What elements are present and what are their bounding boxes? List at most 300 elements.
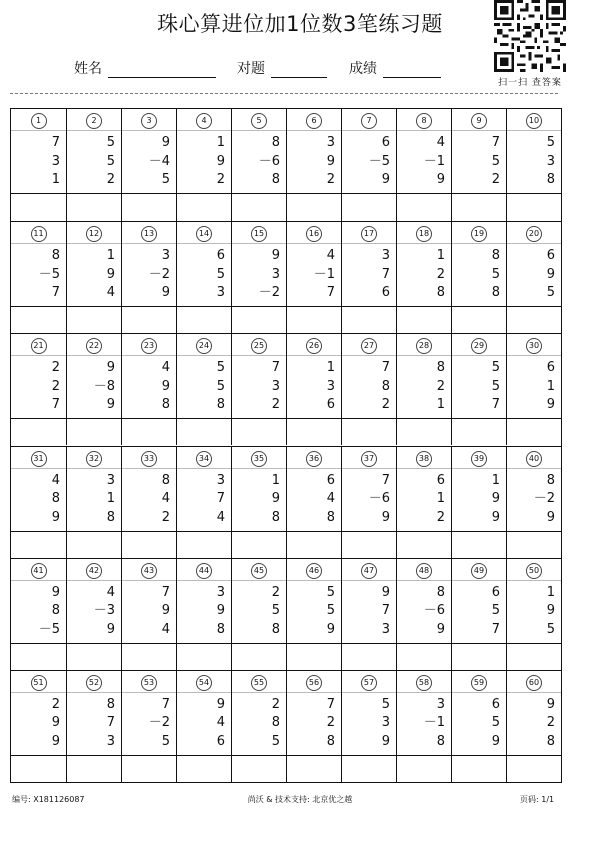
problem-cell [451, 446, 506, 558]
problem-number: 2 [86, 113, 102, 129]
problem-header-divider [177, 130, 231, 131]
problem-header-divider [11, 243, 66, 244]
answer-box[interactable] [11, 643, 66, 670]
problem-operands [492, 134, 500, 190]
problem-header-divider [507, 580, 561, 581]
problem-operands [437, 472, 445, 528]
operand: 2 [381, 397, 390, 413]
problem-cell [341, 670, 396, 782]
problem-cell [506, 670, 561, 782]
problem-number: 46 [306, 563, 322, 579]
problem-cell [506, 221, 561, 333]
problem-cell [176, 109, 231, 221]
answer-box[interactable] [232, 643, 286, 670]
answer-box[interactable] [507, 643, 561, 670]
operand: 5 [491, 603, 500, 619]
operand: 5 [326, 603, 335, 619]
problem-operands [272, 472, 280, 528]
problem-header-divider [232, 243, 286, 244]
operand: 9 [381, 733, 390, 749]
operand: 6 [326, 472, 335, 488]
problem-header-divider [507, 468, 561, 469]
operand: 6 [326, 397, 335, 413]
operand: 8 [491, 248, 500, 264]
problem-header-divider [342, 130, 396, 131]
name-blank[interactable] [108, 62, 216, 78]
problem-cell [396, 446, 451, 558]
cut-line-divider [10, 93, 558, 94]
operand: 9 [161, 135, 170, 150]
problem-number: 21 [31, 338, 47, 354]
answer-box[interactable] [232, 193, 286, 221]
answer-box[interactable] [177, 193, 231, 221]
problem-operands [107, 134, 115, 190]
operand: 9 [326, 153, 335, 169]
problem-number: 31 [31, 451, 47, 467]
operand: 2 [436, 266, 445, 282]
problem-number: 48 [416, 563, 432, 579]
problem-number: 44 [196, 563, 212, 579]
problem-header-divider [342, 468, 396, 469]
problem-operands [327, 584, 335, 640]
operand: －6 [368, 491, 390, 506]
problem-number: 19 [471, 226, 487, 242]
problem-header-divider [287, 692, 341, 693]
operand: 1 [436, 397, 445, 413]
problem-cell [176, 670, 231, 782]
operand: 8 [436, 285, 445, 301]
operand: 7 [51, 135, 60, 150]
operand: 9 [51, 509, 60, 525]
problem-cell [66, 446, 121, 558]
operand: 1 [106, 491, 115, 506]
operand: 8 [326, 733, 335, 749]
problem-header-divider [452, 692, 506, 693]
answer-box[interactable] [11, 531, 66, 558]
correct-count-blank[interactable] [271, 62, 327, 78]
operand: 7 [161, 584, 170, 600]
answer-box[interactable] [122, 755, 176, 782]
problem-header-divider [397, 468, 451, 469]
problem-operands [369, 472, 390, 528]
operand: 7 [491, 621, 500, 637]
footer-page-number: 页码: 1/1 [520, 795, 555, 804]
problem-header-divider [177, 468, 231, 469]
problem-cell [341, 446, 396, 558]
operand: 7 [161, 696, 170, 712]
operand: －6 [423, 603, 445, 619]
answer-box[interactable] [122, 418, 176, 445]
operand: 9 [51, 733, 60, 749]
problem-header-divider [507, 130, 561, 131]
problem-cell [451, 670, 506, 782]
problem-number: 3 [141, 113, 157, 129]
operand: 8 [546, 472, 555, 488]
answer-box[interactable] [342, 193, 396, 221]
problem-grid [10, 108, 562, 783]
problem-number: 59 [471, 675, 487, 691]
problem-number: 51 [31, 675, 47, 691]
problem-cell [11, 333, 66, 445]
problem-number: 58 [416, 675, 432, 691]
operand: －3 [93, 603, 115, 619]
problem-cell [396, 333, 451, 445]
operand: 9 [381, 584, 390, 600]
problem-header-divider [122, 692, 176, 693]
problem-operands [382, 359, 390, 415]
problem-number: 28 [416, 338, 432, 354]
operand: 7 [381, 360, 390, 376]
problem-header-divider [287, 580, 341, 581]
problem-cell [176, 558, 231, 670]
answer-box[interactable] [287, 643, 341, 670]
answer-box[interactable] [397, 755, 451, 782]
answer-box[interactable] [287, 755, 341, 782]
problem-header-divider [452, 130, 506, 131]
problem-operands [39, 584, 60, 640]
operand: 8 [51, 603, 60, 619]
answer-box[interactable] [11, 193, 66, 221]
answer-box[interactable] [232, 755, 286, 782]
answer-box[interactable] [342, 755, 396, 782]
answer-box[interactable] [452, 418, 506, 445]
problem-number: 49 [471, 563, 487, 579]
problem-cell [396, 221, 451, 333]
operand: 4 [161, 360, 170, 376]
problem-number: 20 [526, 226, 542, 242]
operand: 5 [491, 715, 500, 731]
score-blank[interactable] [383, 62, 441, 78]
operand: 7 [271, 360, 280, 376]
operand: 9 [161, 378, 170, 394]
problem-number: 9 [471, 113, 487, 129]
problem-operands [327, 696, 335, 752]
answer-box[interactable] [287, 306, 341, 333]
answer-box[interactable] [11, 755, 66, 782]
answer-box[interactable] [342, 418, 396, 445]
operand: 5 [106, 153, 115, 169]
problem-cell [396, 670, 451, 782]
problem-operands [492, 472, 500, 528]
problem-header-divider [342, 355, 396, 356]
operand: 9 [106, 397, 115, 413]
operand: 9 [106, 360, 115, 376]
operand: 5 [491, 378, 500, 394]
operand: 3 [106, 733, 115, 749]
operand: 9 [546, 603, 555, 619]
problem-operands [492, 247, 500, 303]
problem-header-divider [232, 468, 286, 469]
footer-support: 尚沃 & 技术支持: 北京优之越 [247, 795, 353, 804]
problem-cell [11, 109, 66, 221]
answer-box[interactable] [177, 755, 231, 782]
operand: 3 [381, 248, 390, 264]
problem-operands [437, 359, 445, 415]
answer-box[interactable] [287, 531, 341, 558]
problem-cell [451, 221, 506, 333]
operand: 1 [271, 472, 280, 488]
operand: 9 [326, 621, 335, 637]
answer-box[interactable] [67, 643, 121, 670]
operand: 3 [51, 153, 60, 169]
operand: 4 [106, 584, 115, 600]
operand: 7 [381, 266, 390, 282]
operand: 1 [216, 135, 225, 150]
answer-box[interactable] [122, 306, 176, 333]
operand: 4 [216, 509, 225, 525]
problem-header-divider [397, 692, 451, 693]
problem-number: 55 [251, 675, 267, 691]
problem-operands [39, 247, 60, 303]
operand: －4 [148, 153, 170, 169]
problem-cell [176, 333, 231, 445]
operand: 8 [546, 733, 555, 749]
answer-box[interactable] [177, 418, 231, 445]
problem-cell [396, 558, 451, 670]
answer-box[interactable] [397, 531, 451, 558]
page-title: 珠心算进位加1位数3笔练习题 [157, 12, 443, 36]
qr-code-icon [494, 0, 566, 72]
problem-cell [286, 109, 341, 221]
problem-operands [52, 472, 60, 528]
operand: 4 [436, 135, 445, 150]
operand: 8 [161, 397, 170, 413]
problem-operands [437, 247, 445, 303]
problem-operands [259, 247, 280, 303]
operand: 1 [326, 360, 335, 376]
problem-number: 53 [141, 675, 157, 691]
problem-cell [231, 670, 286, 782]
operand: 9 [381, 172, 390, 187]
operand: 7 [326, 696, 335, 712]
problem-cell [451, 333, 506, 445]
problem-number: 10 [526, 113, 542, 129]
problem-cell [341, 221, 396, 333]
problem-number: 25 [251, 338, 267, 354]
problem-cell [176, 446, 231, 558]
operand: 9 [436, 172, 445, 187]
answer-box[interactable] [397, 193, 451, 221]
answer-box[interactable] [342, 306, 396, 333]
operand: 3 [216, 472, 225, 488]
problem-header-divider [177, 692, 231, 693]
operand: 9 [271, 248, 280, 264]
problem-cell [11, 670, 66, 782]
problem-operands [52, 359, 60, 415]
answer-box[interactable] [507, 193, 561, 221]
problem-cell [121, 109, 176, 221]
operand: －5 [38, 621, 60, 637]
operand: 5 [216, 378, 225, 394]
answer-box[interactable] [11, 306, 66, 333]
answer-box[interactable] [67, 418, 121, 445]
answer-box[interactable] [452, 755, 506, 782]
problem-header-divider [452, 243, 506, 244]
problem-header-divider [397, 243, 451, 244]
problem-number: 41 [31, 563, 47, 579]
answer-box[interactable] [507, 306, 561, 333]
operand: 7 [491, 135, 500, 150]
answer-box[interactable] [287, 418, 341, 445]
problem-operands [107, 696, 115, 752]
answer-box[interactable] [177, 643, 231, 670]
problem-cell [66, 221, 121, 333]
problem-number: 54 [196, 675, 212, 691]
answer-box[interactable] [232, 306, 286, 333]
operand: 8 [436, 584, 445, 600]
answer-box[interactable] [122, 643, 176, 670]
answer-box[interactable] [507, 755, 561, 782]
problem-operands [107, 472, 115, 528]
answer-box[interactable] [67, 306, 121, 333]
problem-operands [492, 584, 500, 640]
problem-header-divider [287, 468, 341, 469]
problem-header-divider [67, 580, 121, 581]
score-field [349, 58, 441, 78]
operand: 9 [546, 509, 555, 525]
problem-header-divider [177, 355, 231, 356]
problem-number: 15 [251, 226, 267, 242]
operand: 4 [161, 621, 170, 637]
problem-number: 34 [196, 451, 212, 467]
answer-box[interactable] [342, 531, 396, 558]
operand: 8 [381, 378, 390, 394]
operand: 5 [491, 153, 500, 169]
operand: 9 [546, 696, 555, 712]
problem-operands [272, 696, 280, 752]
operand: 3 [271, 266, 280, 282]
operand: 8 [106, 696, 115, 712]
answer-box[interactable] [452, 306, 506, 333]
answer-box[interactable] [11, 418, 66, 445]
answer-box[interactable] [232, 531, 286, 558]
operand: 9 [106, 621, 115, 637]
operand: 2 [271, 696, 280, 712]
problem-operands [52, 696, 60, 752]
operand: 8 [51, 491, 60, 506]
problem-header-divider [177, 243, 231, 244]
problem-header-divider [11, 130, 66, 131]
problem-number: 43 [141, 563, 157, 579]
answer-box[interactable] [397, 643, 451, 670]
operand: 8 [51, 248, 60, 264]
problem-header-divider [122, 468, 176, 469]
operand: 8 [546, 172, 555, 187]
answer-box[interactable] [507, 418, 561, 445]
problem-cell [231, 558, 286, 670]
operand: 9 [161, 285, 170, 301]
problem-operands [382, 696, 390, 752]
answer-box[interactable] [67, 755, 121, 782]
operand: 1 [106, 248, 115, 264]
problem-operands [52, 134, 60, 190]
operand: 9 [216, 153, 225, 169]
problem-header-divider [122, 243, 176, 244]
operand: 6 [491, 584, 500, 600]
operand: 8 [271, 135, 280, 150]
problem-operands [107, 247, 115, 303]
operand: 7 [106, 715, 115, 731]
problem-operands [534, 472, 555, 528]
problem-operands [149, 696, 170, 752]
problem-header-divider [67, 243, 121, 244]
operand: 3 [326, 135, 335, 150]
answer-box[interactable] [452, 531, 506, 558]
problem-cell [286, 558, 341, 670]
operand: 2 [326, 172, 335, 187]
problem-number: 23 [141, 338, 157, 354]
answer-box[interactable] [122, 193, 176, 221]
answer-box[interactable] [177, 531, 231, 558]
problem-cell [121, 221, 176, 333]
problem-header-divider [11, 468, 66, 469]
operand: －2 [533, 491, 555, 506]
operand: 2 [546, 715, 555, 731]
answer-box[interactable] [287, 193, 341, 221]
operand: 7 [381, 603, 390, 619]
problem-number: 37 [361, 451, 377, 467]
problem-header-divider [287, 355, 341, 356]
problem-number: 1 [31, 113, 47, 129]
problem-header-divider [342, 692, 396, 693]
qr-code[interactable] [494, 0, 566, 72]
operand: －1 [423, 715, 445, 731]
operand: 2 [106, 172, 115, 187]
problem-operands [217, 359, 225, 415]
problem-operands [259, 134, 280, 190]
problem-header-divider [11, 355, 66, 356]
problem-header-divider [507, 692, 561, 693]
problem-header-divider [122, 130, 176, 131]
answer-box[interactable] [67, 193, 121, 221]
problem-number: 24 [196, 338, 212, 354]
problem-header-divider [452, 468, 506, 469]
operand: 3 [106, 472, 115, 488]
answer-box[interactable] [232, 418, 286, 445]
problem-cell [286, 221, 341, 333]
problem-operands [94, 584, 115, 640]
operand: 3 [161, 248, 170, 264]
problem-header-divider [67, 130, 121, 131]
operand: 4 [51, 472, 60, 488]
problem-operands [327, 359, 335, 415]
problem-number: 11 [31, 226, 47, 242]
problem-operands [492, 359, 500, 415]
answer-box[interactable] [507, 531, 561, 558]
operand: －1 [313, 266, 335, 282]
answer-box[interactable] [452, 193, 506, 221]
operand: 3 [271, 378, 280, 394]
answer-box[interactable] [342, 643, 396, 670]
answer-box[interactable] [452, 643, 506, 670]
problem-header-divider [122, 580, 176, 581]
answer-box[interactable] [122, 531, 176, 558]
answer-box[interactable] [397, 306, 451, 333]
operand: 2 [491, 172, 500, 187]
answer-box[interactable] [397, 418, 451, 445]
answer-box[interactable] [67, 531, 121, 558]
operand: 3 [436, 696, 445, 712]
operand: 1 [546, 584, 555, 600]
problem-cell [121, 446, 176, 558]
problem-operands [547, 696, 555, 752]
problem-cell [506, 558, 561, 670]
problem-number: 57 [361, 675, 377, 691]
answer-box[interactable] [177, 306, 231, 333]
operand: 9 [216, 696, 225, 712]
problem-number: 38 [416, 451, 432, 467]
operand: 8 [326, 509, 335, 525]
